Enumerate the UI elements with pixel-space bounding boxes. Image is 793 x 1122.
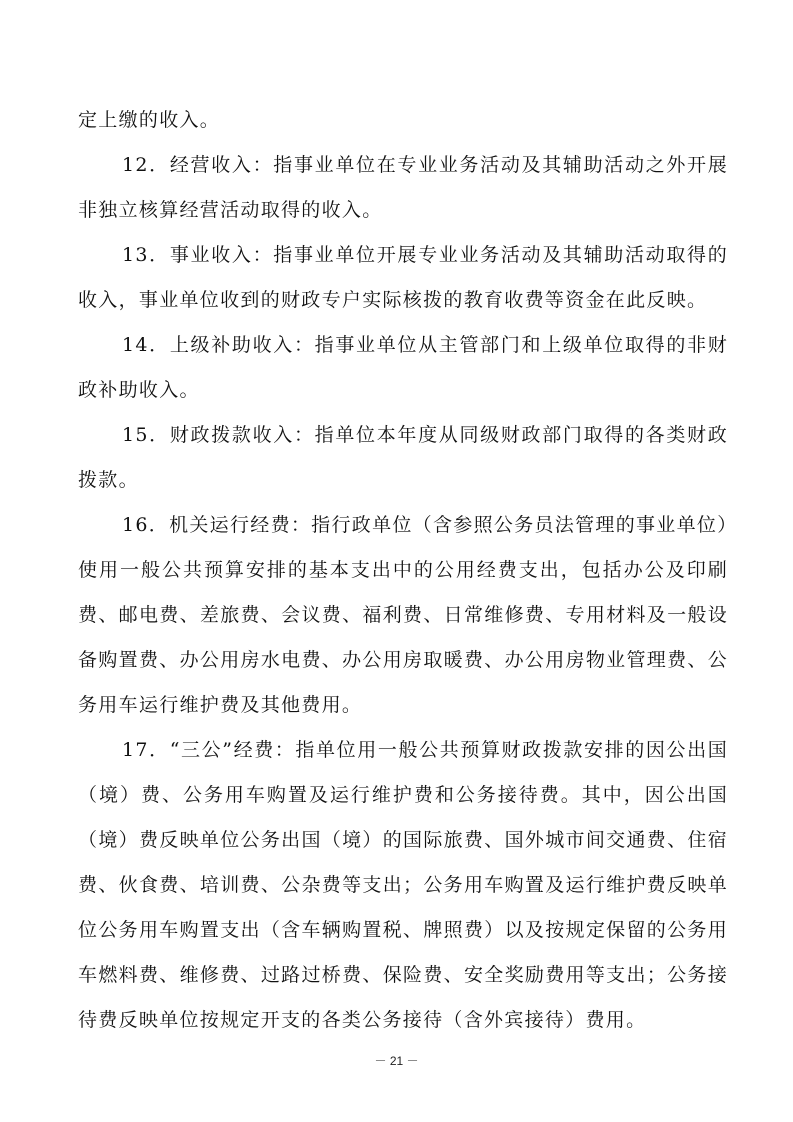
page-number: － 21 － — [374, 1054, 419, 1068]
paragraph-item-13: 13．事业收入：指事业单位开展专业业务活动及其辅助活动取得的收入，事业单位收到的财政专户实际核拨的教育收费等资金在此反映。 — [78, 244, 728, 311]
paragraph-item-16: 16．机关运行经费：指行政单位（含参照公务员法管理的事业单位）使用一般公共预算安排的基本支出中的公用经费支出，包括办公及印刷费、邮电费、差旅费、会议费、福利费、日常维修费、专用材料及一般设备购置费、办公用房水电费、办公用房取暖费、办公用房物业管理费、公务用车运行维护费及其他费用。 — [78, 514, 728, 716]
paragraph-item-17: 17．“三公”经费：指单位用一般公共预算财政拨款安排的因公出国（境）费、公务用车购置及运行维护费和公务接待费。其中，因公出国（境）费反映单位公务出国（境）的国际旅费、国外城市间交通费、住宿费、伙食费、培训费、公杂费等支出；公务用车购置及运行维护费反映单位公务用车购置支出（含车辆购置税、牌照费）以及按规定保留的公务用车燃料费、维修费、过路过桥费、保险费、安全奖励费用等支出；公务接待费反映单位按规定开支的各类公务接待（含外宾接待）费用。 — [78, 739, 728, 1031]
body-text — [78, 98, 728, 1043]
paragraph-item-14: 14．上级补助收入：指事业单位从主管部门和上级单位取得的非财政补助收入。 — [78, 334, 728, 401]
paragraph-item-12: 12．经营收入：指事业单位在专业业务活动及其辅助活动之外开展非独立核算经营活动取得的收入。 — [78, 154, 728, 221]
paragraph-continuation: 定上缴的收入。 — [78, 109, 221, 131]
paragraph-item-15: 15．财政拨款收入：指单位本年度从同级财政部门取得的各类财政拨款。 — [78, 424, 728, 491]
